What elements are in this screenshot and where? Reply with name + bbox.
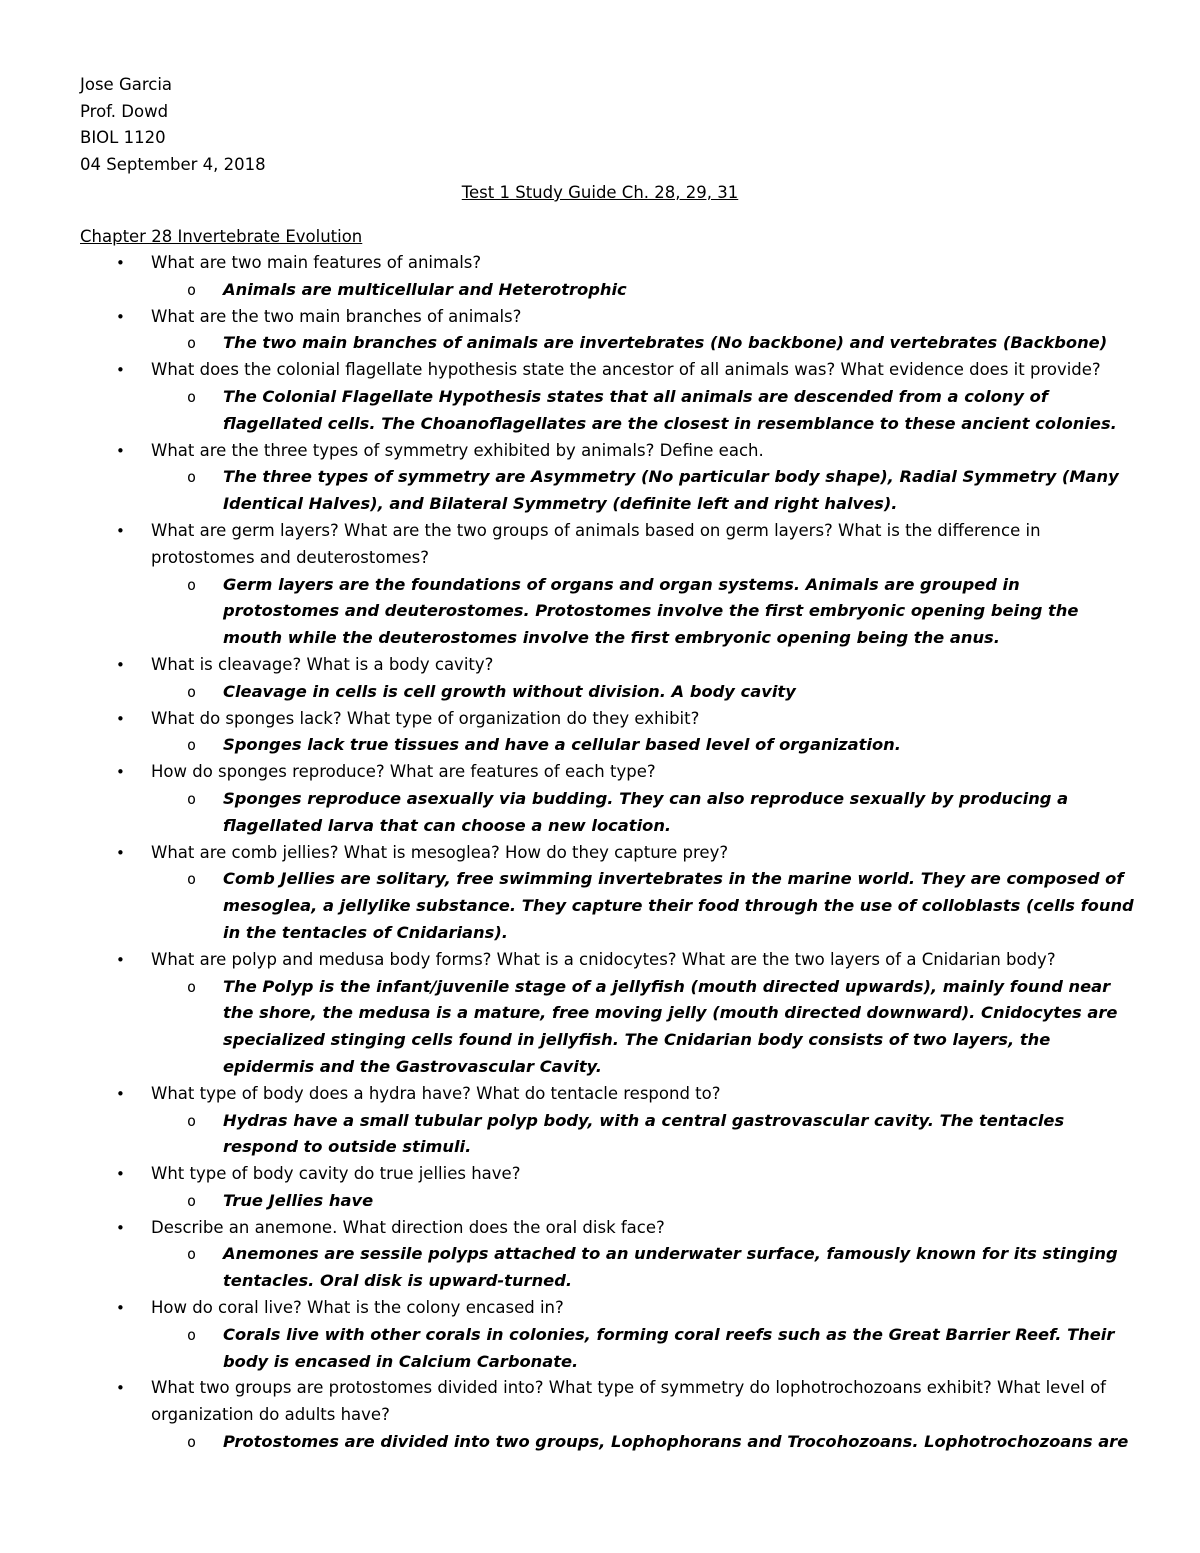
question-text: What are comb jellies? What is mesoglea? How do they capture prey? <box>151 842 729 862</box>
sub-bullet-icon: o <box>187 870 197 889</box>
question-item <box>80 518 1140 572</box>
question-item <box>80 1161 1140 1188</box>
answer-text: Sponges lack true tissues and have a cellular based level of organization. <box>223 735 901 755</box>
document-date: 04 September 4, 2018 <box>80 154 266 174</box>
answer-text: Cleavage in cells is cell growth without division. A body cavity <box>223 681 796 701</box>
bullet-icon: • <box>116 1299 125 1318</box>
question-answer-list <box>80 250 1140 1456</box>
sub-bullet-icon: o <box>187 682 197 701</box>
answer-text: Sponges reproduce asexually via budding. They can also reproduce sexually by producing a flagellated larva that can choose a new location. <box>223 788 1069 835</box>
answer-item <box>80 1108 1140 1162</box>
answer-item <box>80 277 1140 304</box>
answer-text: Hydras have a small tubular polyp body, with a central gastrovascular cavity. The tentacles respond to outside stimuli. <box>223 1110 1065 1157</box>
question-text: What does the colonial flagellate hypothesis state the ancestor of all animals was? What evidence does it provide? <box>151 360 1101 380</box>
sub-bullet-icon: o <box>187 1191 197 1210</box>
student-header <box>80 72 266 178</box>
question-text: What are the three types of symmetry exhibited by animals? Define each. <box>151 440 764 460</box>
bullet-icon: • <box>116 1218 125 1237</box>
question-text: What is cleavage? What is a body cavity? <box>151 654 494 674</box>
answer-item <box>80 330 1140 357</box>
bullet-icon: • <box>116 843 125 862</box>
question-text: What type of body does a hydra have? What do tentacle respond to? <box>151 1083 721 1103</box>
sub-bullet-icon: o <box>187 1433 197 1452</box>
question-text: What are the two main branches of animals? <box>151 306 522 326</box>
answer-item <box>80 1188 1140 1215</box>
answer-text: Comb Jellies are solitary, free swimming invertebrates in the marine world. They are composed of mesoglea, a jellylike substance. They capture their food through the use of colloblasts (cells found in the tentacles of Cnidarians). <box>223 869 1134 942</box>
answer-item <box>80 866 1140 946</box>
bullet-icon: • <box>116 655 125 674</box>
document-title-line <box>0 180 1200 207</box>
answer-text: Anemones are sessile polyps attached to an underwater surface, famously known for its stinging tentacles. Oral disk is upward-turned. <box>223 1244 1118 1291</box>
answer-text: The Polyp is the infant/juvenile stage of a jellyfish (mouth directed upwards), mainly found near the shore, the medusa is a mature, free moving jelly (mouth directed downward). Cnidocytes are specialized stinging cells found in jellyfish. The Cnidarian body consists of two layers, the epidermis and the Gastrovascular Cavity. <box>223 976 1118 1076</box>
question-item <box>80 1295 1140 1322</box>
sub-bullet-icon: o <box>187 1245 197 1264</box>
sub-bullet-icon: o <box>187 1111 197 1130</box>
bullet-icon: • <box>116 1084 125 1103</box>
sub-bullet-icon: o <box>187 468 197 487</box>
answer-item <box>80 1322 1140 1376</box>
answer-text: Corals live with other corals in colonies, forming coral reefs such as the Great Barrier Reef. Their body is encased in Calcium Carbonate. <box>223 1324 1115 1371</box>
answer-item <box>80 786 1140 840</box>
sub-bullet-icon: o <box>187 977 197 996</box>
bullet-icon: • <box>116 950 125 969</box>
bullet-icon: • <box>116 307 125 326</box>
question-item <box>80 1215 1140 1242</box>
bullet-icon: • <box>116 1165 125 1184</box>
answer-item <box>80 732 1140 759</box>
answer-item <box>80 1429 1140 1456</box>
question-item <box>80 759 1140 786</box>
question-item <box>80 706 1140 733</box>
sub-bullet-icon: o <box>187 789 197 808</box>
answer-item <box>80 572 1140 652</box>
answer-item <box>80 679 1140 706</box>
answer-item <box>80 1241 1140 1295</box>
sub-bullet-icon: o <box>187 575 197 594</box>
chapter-heading: Chapter 28 Invertebrate Evolution <box>80 227 363 246</box>
question-item <box>80 250 1140 277</box>
student-name: Jose Garcia <box>80 75 173 94</box>
answer-text: Animals are multicellular and Heterotrophic <box>223 279 627 299</box>
sub-bullet-icon: o <box>187 334 197 353</box>
course-code: BIOL 1120 <box>80 128 166 147</box>
answer-text: True Jellies have <box>223 1190 374 1210</box>
answer-text: Germ layers are the foundations of organs and organ systems. Animals are grouped in protostomes and deuterostomes. Protostomes involve the first embryonic opening being the mouth while the deuterostomes involve the first embryonic opening being the anus. <box>223 574 1079 648</box>
question-text: What two groups are protostomes divided into? What type of symmetry do lophotrochozoans exhibit? What level of organization do adults have? <box>151 1378 1106 1425</box>
answer-text: The Colonial Flagellate Hypothesis states that all animals are descended from a colony of flagellated cells. The Choanoflagellates are the closest in resemblance to these ancient colonies. <box>223 386 1117 433</box>
question-item <box>80 652 1140 679</box>
sub-bullet-icon: o <box>187 1325 197 1344</box>
question-text: How do coral live? What is the colony encased in? <box>151 1298 564 1318</box>
bullet-icon: • <box>116 361 125 380</box>
question-item <box>80 947 1140 974</box>
question-text: What do sponges lack? What type of organization do they exhibit? <box>151 708 700 728</box>
question-item <box>80 840 1140 867</box>
bullet-icon: • <box>116 254 125 272</box>
answer-text: The three types of symmetry are Asymmetry (No particular body shape), Radial Symmetry (Many Identical Halves), and Bilateral Symmetry (definite left and right halves). <box>223 467 1119 514</box>
question-item <box>80 1375 1140 1429</box>
bullet-icon: • <box>116 709 125 728</box>
question-text: Describe an anemone. What direction does the oral disk face? <box>151 1217 665 1237</box>
sub-bullet-icon: o <box>187 280 197 299</box>
bullet-icon: • <box>116 441 125 460</box>
question-item <box>80 304 1140 331</box>
question-text: Wht type of body cavity do true jellies have? <box>151 1164 521 1184</box>
question-item <box>80 1081 1140 1108</box>
answer-item <box>80 384 1140 438</box>
bullet-icon: • <box>116 521 125 540</box>
question-text: What are polyp and medusa body forms? What is a cnidocytes? What are the two layers of a Cnidarian body? <box>151 949 1056 969</box>
question-item <box>80 438 1140 465</box>
answer-item <box>80 464 1140 518</box>
bullet-icon: • <box>116 763 125 782</box>
answer-text: Protostomes are divided into two groups, Lophophorans and Trocohozoans. Lophotrochozoans are <box>223 1432 1129 1452</box>
question-text: What are two main features of animals? <box>151 253 482 272</box>
sub-bullet-icon: o <box>187 387 197 406</box>
question-item <box>80 357 1140 384</box>
answer-text: The two main branches of animals are invertebrates (No backbone) and vertebrates (Backbone) <box>223 333 1108 353</box>
professor-name: Prof. Dowd <box>80 101 169 121</box>
question-text: What are germ layers? What are the two groups of animals based on germ layers? What is the difference in protostomes and deuterostomes? <box>151 520 1041 567</box>
answer-item <box>80 974 1140 1081</box>
sub-bullet-icon: o <box>187 736 197 755</box>
document-title: Test 1 Study Guide Ch. 28, 29, 31 <box>461 183 739 202</box>
question-text: How do sponges reproduce? What are features of each type? <box>151 762 656 782</box>
bullet-icon: • <box>116 1379 125 1398</box>
